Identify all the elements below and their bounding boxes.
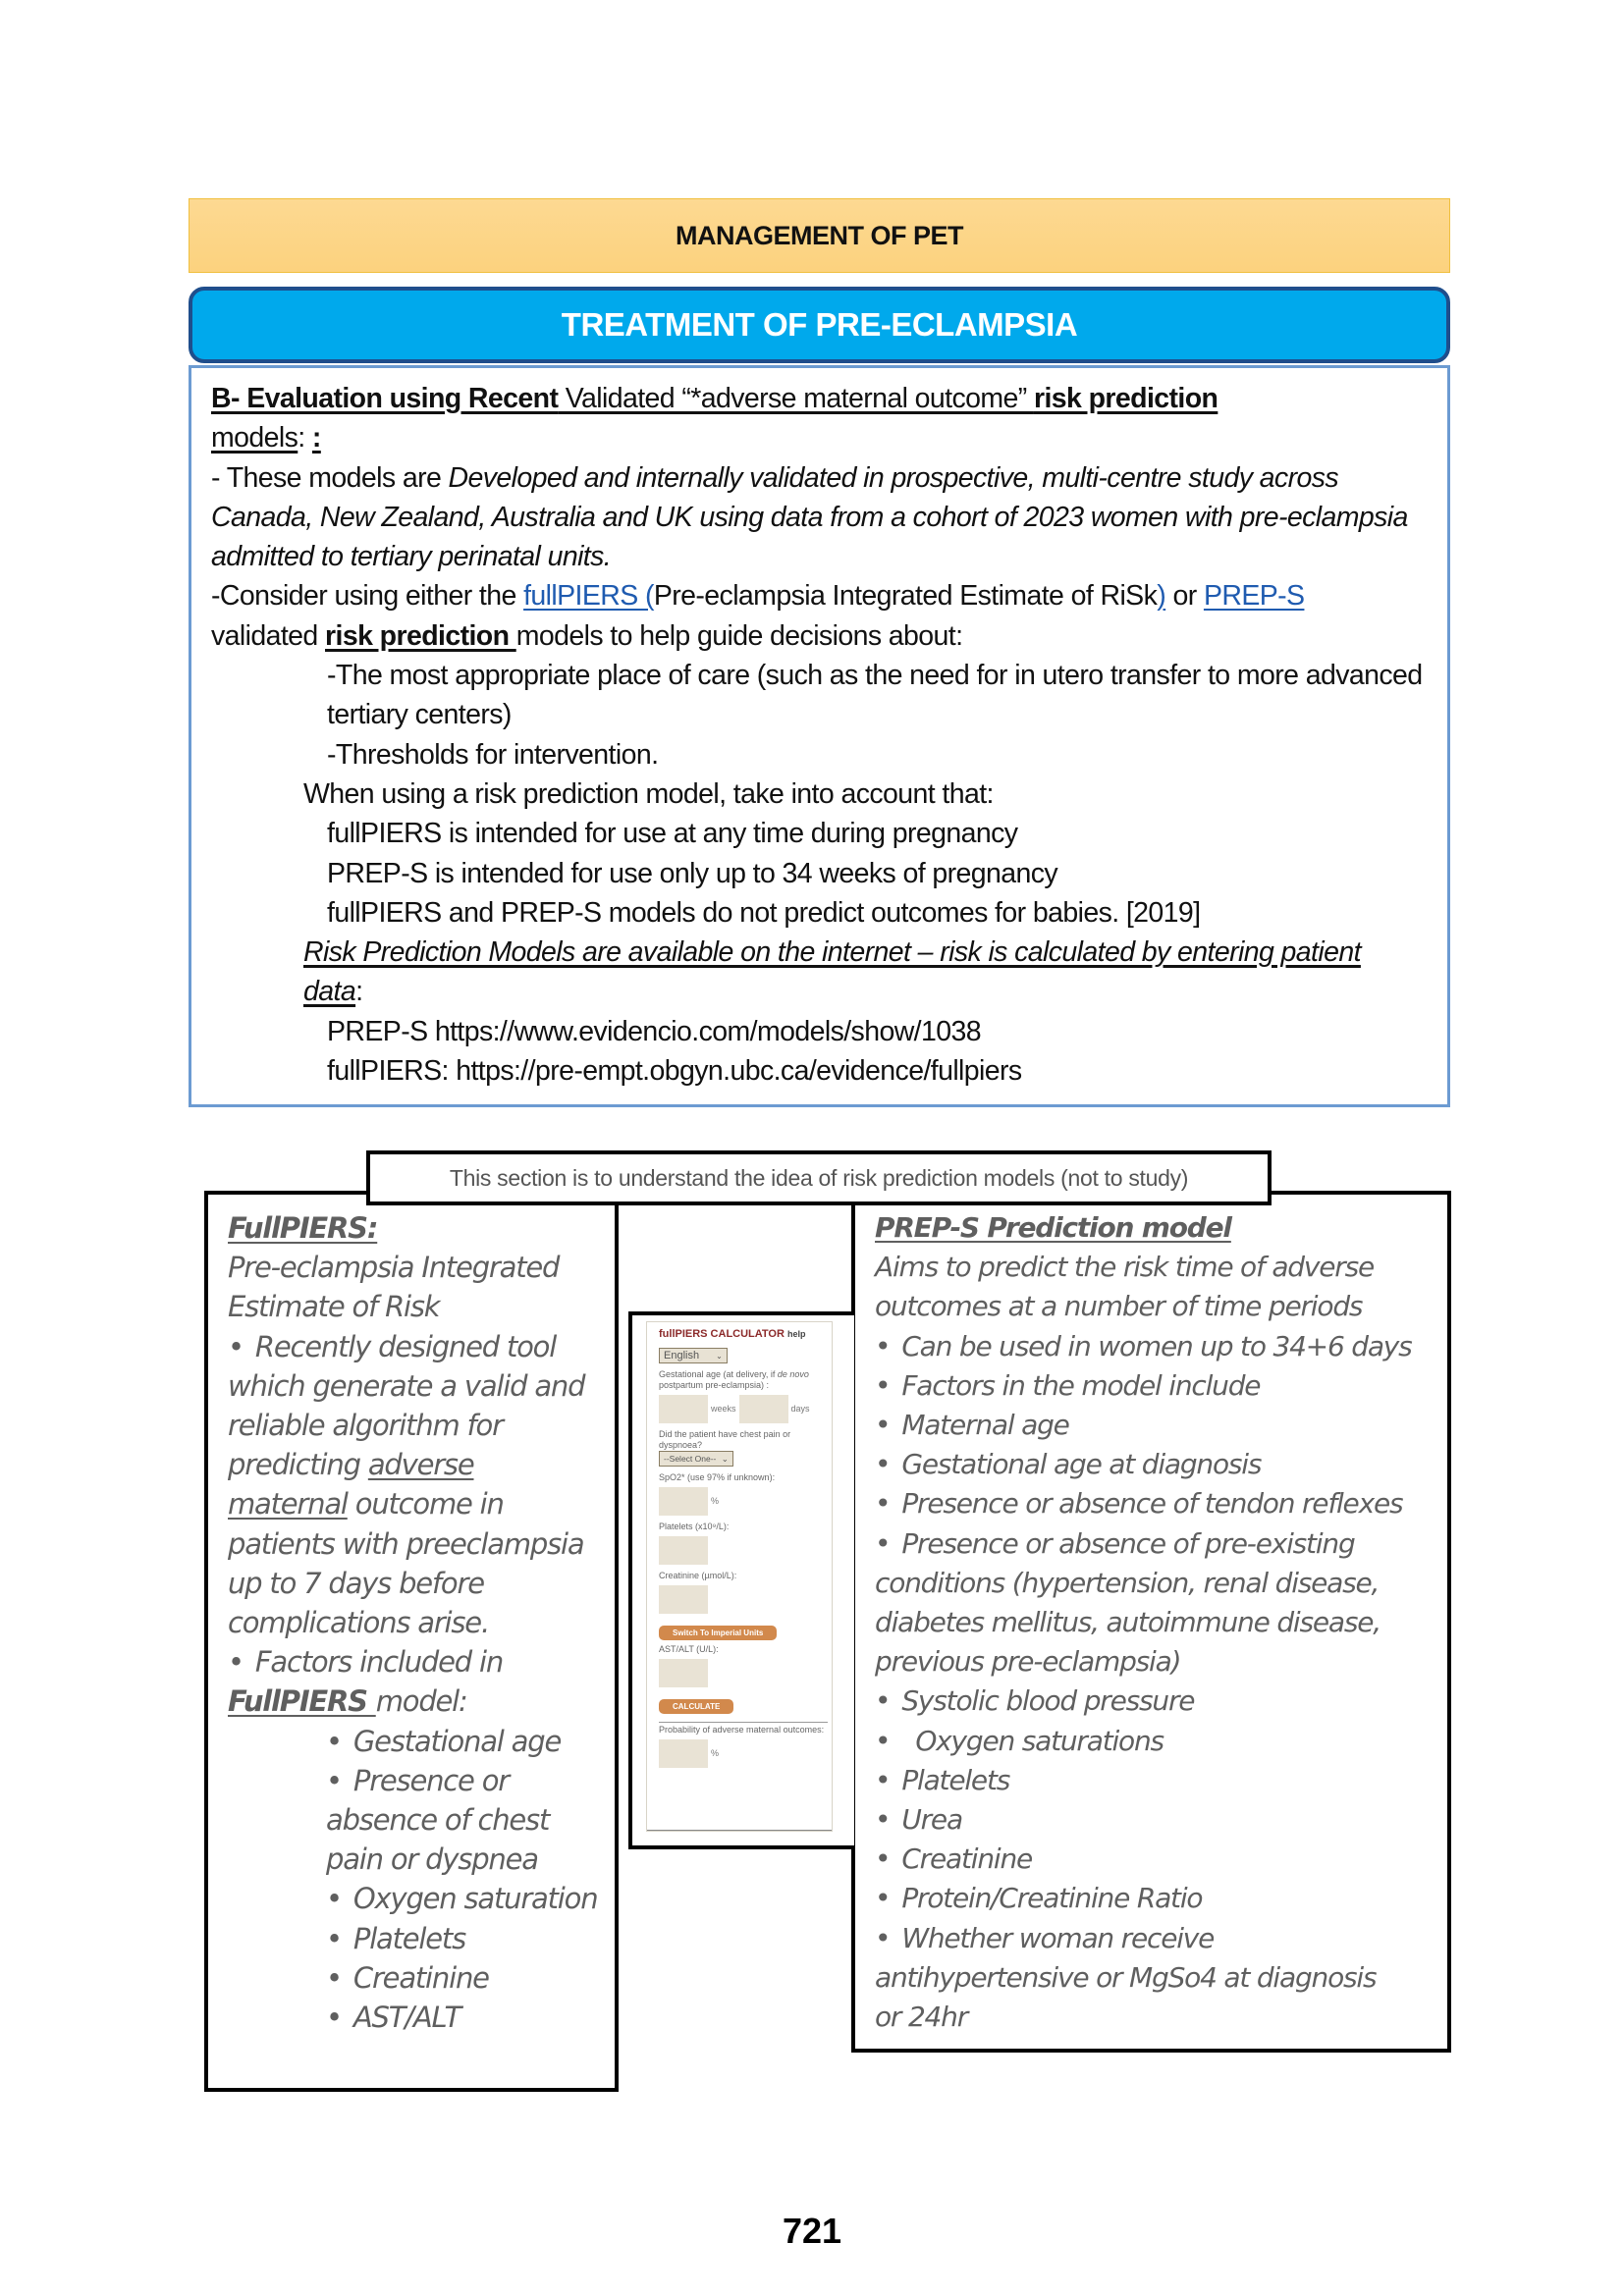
preps-bullet: • Can be used in women up to 34+6 days: [875, 1327, 1447, 1366]
calculator-title: [659, 1329, 832, 1340]
label-fragment: de novo: [777, 1369, 809, 1379]
creatinine-label: Creatinine (µmol/L):: [659, 1571, 737, 1580]
preps-bullet: • Oxygen saturations: [875, 1722, 1447, 1761]
fullpiers-line: complications arise.: [228, 1606, 489, 1640]
decision-item: -The most appropriate place of care (such as the need for in utero transfer to more advanced tertiary centers): [327, 660, 1423, 731]
chest-pain-select[interactable]: [659, 1451, 733, 1467]
preps-bullet: • Presence or absence of pre-existing: [875, 1524, 1447, 1564]
when-using-text: When using a risk prediction model, take into account that:: [303, 777, 994, 810]
weeks-unit: weeks: [711, 1404, 736, 1414]
preps-line: conditions (hypertension, renal disease,: [875, 1566, 1380, 1599]
evaluation-box: [189, 365, 1450, 1107]
decision-item: -Thresholds for intervention.: [327, 738, 659, 771]
consider-text: [211, 576, 1430, 656]
preps-bullet: • Urea: [875, 1800, 1447, 1840]
gestational-age-row: [659, 1395, 832, 1423]
calculate-button[interactable]: CALCULATE: [659, 1699, 733, 1714]
switch-units-button[interactable]: Switch To Imperial Units: [659, 1626, 777, 1640]
ast-alt-label: AST/ALT (U/L):: [659, 1644, 719, 1654]
preps-box: [851, 1191, 1451, 2053]
factor-item: • Oxygen saturation: [228, 1879, 615, 1918]
fullpiers-title: FullPIERS:: [228, 1211, 378, 1245]
evaluation-heading: [211, 379, 1430, 418]
chest-pain-label: Did the patient have chest pain or dyspnoea?: [659, 1429, 791, 1450]
preps-line: outcomes at a number of time periods: [875, 1290, 1363, 1323]
study-note-banner: [366, 1150, 1272, 1205]
consideration-item: PREP-S is intended for use only up to 34 weeks of pregnancy: [327, 857, 1058, 889]
fullpiers-line: Estimate of Risk: [228, 1290, 440, 1324]
internet-note-colon: :: [355, 976, 363, 1008]
creatinine-row: [659, 1585, 832, 1614]
spo2-label: SpO2* (use 97% if unknown):: [659, 1472, 776, 1482]
fullpiers-line: [228, 1484, 615, 1523]
label-fragment: postpartum pre-eclampsia) :: [659, 1380, 770, 1390]
preps-line: previous pre-eclampsia): [875, 1645, 1181, 1679]
heading-bold-part: B- Evaluation using Recent: [211, 383, 559, 414]
preps-bullet: • Presence or absence of tendon reflexes: [875, 1484, 1447, 1523]
gestational-age-label: [659, 1369, 832, 1391]
preps-bullet: • Maternal age: [875, 1406, 1447, 1445]
factor-item: • Creatinine: [228, 1958, 615, 1998]
preps-line: diabetes mellitus, autoimmune disease,: [875, 1606, 1380, 1639]
preps-bullet: • Creatinine: [875, 1840, 1447, 1879]
factor-item: • Presence or: [228, 1761, 615, 1800]
evaluation-heading-line2: [211, 418, 1430, 457]
label-fragment: Gestational age (at delivery, if: [659, 1369, 778, 1379]
fullpiers-line: Pre-eclampsia Integrated: [228, 1251, 560, 1285]
divider: [647, 1830, 832, 1831]
text-fragment: outcome in: [347, 1487, 504, 1522]
preps-line: antihypertensive or MgSo4 at diagnosis: [875, 1960, 1377, 1994]
internet-note-text: Risk Prediction Models are available on the internet – risk is calculated by entering patient data: [303, 936, 1361, 1008]
study-note-text: This section is to understand the idea of risk prediction models (not to study): [449, 1164, 1189, 1191]
validated-prefix: validated: [211, 619, 326, 652]
percent-unit: %: [711, 1496, 720, 1506]
consideration-item: fullPIERS and PREP-S models do not predict outcomes for babies. [2019]: [327, 896, 1201, 929]
factor-item: • AST/ALT: [228, 1998, 615, 2037]
preps-bullet: • Platelets: [875, 1761, 1447, 1800]
fullpiers-line: which generate a valid and: [228, 1368, 585, 1403]
ast-alt-row: [659, 1659, 832, 1687]
percent-unit: %: [711, 1748, 720, 1758]
section-title-bar: [189, 198, 1450, 273]
intro-italic: Developed and internally validated in prospective, multi-centre study across Canada, New Zealand, Australia and UK using data from a cohort of 2023 women with pre-eclampsia admitted to tertiary perinatal units.: [211, 461, 1408, 573]
fullpiers-calculator: [646, 1321, 833, 1832]
fullpiers-line: reliable algorithm for: [228, 1409, 503, 1443]
calculator-image-frame: [628, 1311, 854, 1849]
consider-prefix: -Consider using either the: [211, 580, 524, 613]
topic-title: TREATMENT OF PRE-ECLAMPSIA: [561, 306, 1078, 343]
underlined-adverse: adverse: [367, 1448, 474, 1482]
probability-row: [659, 1739, 832, 1768]
section-title: MANAGEMENT OF PET: [676, 220, 963, 250]
platelets-row: [659, 1536, 832, 1565]
chevron-down-icon: ⌄: [716, 1352, 723, 1361]
spo2-row: [659, 1487, 832, 1516]
platelets-label: Platelets (x10⁹/L):: [659, 1522, 730, 1531]
model-url[interactable]: PREP-S https://www.evidencio.com/models/show/1038: [327, 1015, 981, 1047]
fullpiers-link[interactable]: fullPIERS (: [523, 580, 654, 613]
fullpiers-line: up to 7 days before: [228, 1566, 484, 1600]
spo2-input[interactable]: [659, 1487, 708, 1516]
language-select[interactable]: [659, 1348, 728, 1363]
consider-or: or: [1165, 580, 1204, 613]
calculator-title-text: fullPIERS CALCULATOR: [659, 1328, 785, 1340]
validated-bold: risk prediction: [325, 619, 516, 652]
weeks-input[interactable]: [659, 1395, 708, 1423]
preps-title: PREP-S Prediction model: [875, 1211, 1231, 1244]
ast-alt-input[interactable]: [659, 1659, 708, 1687]
preps-line: or 24hr: [875, 2001, 968, 2034]
preps-line: Aims to predict the risk time of adverse: [875, 1251, 1374, 1284]
fullpiers-bold: FullPIERS: [228, 1684, 376, 1719]
heading-models: models: [211, 422, 298, 454]
probability-output: [659, 1739, 708, 1768]
intro-text: [211, 458, 1430, 577]
fullpiers-line: [228, 1445, 615, 1484]
fullpiers-bullet: • Factors included in: [228, 1642, 615, 1682]
consideration-item: fullPIERS is intended for use at any time during pregnancy: [327, 818, 1018, 850]
heading-plain-part: Validated “*adverse maternal outcome”: [558, 383, 1034, 414]
fullpiers-bullet: • Recently designed tool: [228, 1327, 615, 1366]
preps-bullet: • Systolic blood pressure: [875, 1682, 1447, 1721]
consider-middle: Pre-eclampsia Integrated Estimate of RiSk: [653, 580, 1158, 613]
heading-colon: :: [298, 422, 312, 454]
validated-suffix: models to help guide decisions about:: [515, 619, 963, 652]
factor-item: • Gestational age: [228, 1722, 615, 1761]
intro-prefix: - These models are: [211, 461, 449, 494]
preps-bullet: • Gestational age at diagnosis: [875, 1445, 1447, 1484]
preps-link[interactable]: PREP-S: [1203, 580, 1305, 613]
preps-bullet: • Whether woman receive: [875, 1919, 1447, 1958]
days-unit: days: [790, 1404, 810, 1414]
preps-bullet: • Factors in the model include: [875, 1366, 1447, 1406]
creatinine-input[interactable]: [659, 1585, 708, 1614]
text-fragment: model:: [375, 1684, 467, 1719]
model-url[interactable]: fullPIERS: https://pre-empt.obgyn.ubc.ca/evidence/fullpiers: [327, 1055, 1022, 1088]
platelets-input[interactable]: [659, 1536, 708, 1565]
underlined-maternal: maternal: [228, 1487, 348, 1522]
paren-link[interactable]: ): [1157, 580, 1166, 613]
factor-item: • Platelets: [228, 1919, 615, 1958]
chevron-down-icon: ⌄: [721, 1454, 729, 1464]
topic-title-bar: [189, 287, 1450, 363]
internet-note: [211, 933, 1430, 1012]
fullpiers-box: [204, 1191, 619, 2092]
preps-bullet: • Protein/Creatinine Ratio: [875, 1879, 1447, 1918]
probability-label: Probability of adverse maternal outcomes:: [659, 1725, 825, 1735]
heading-colon-bold: :: [311, 422, 321, 454]
fullpiers-line: patients with preeclampsia: [228, 1526, 584, 1561]
days-input[interactable]: [739, 1395, 788, 1423]
factor-item-cont: absence of chest: [326, 1803, 550, 1838]
factor-item-cont: pain or dyspnea: [326, 1842, 538, 1877]
select-value: --Select One--: [664, 1454, 717, 1464]
text-fragment: predicting: [228, 1448, 368, 1482]
page-number: 721: [782, 2211, 842, 2251]
language-value: English: [664, 1350, 700, 1362]
fullpiers-line: [228, 1682, 615, 1721]
help-link[interactable]: help: [787, 1329, 806, 1339]
divider: [659, 1722, 828, 1723]
heading-bold-part-2: risk prediction: [1033, 383, 1218, 414]
